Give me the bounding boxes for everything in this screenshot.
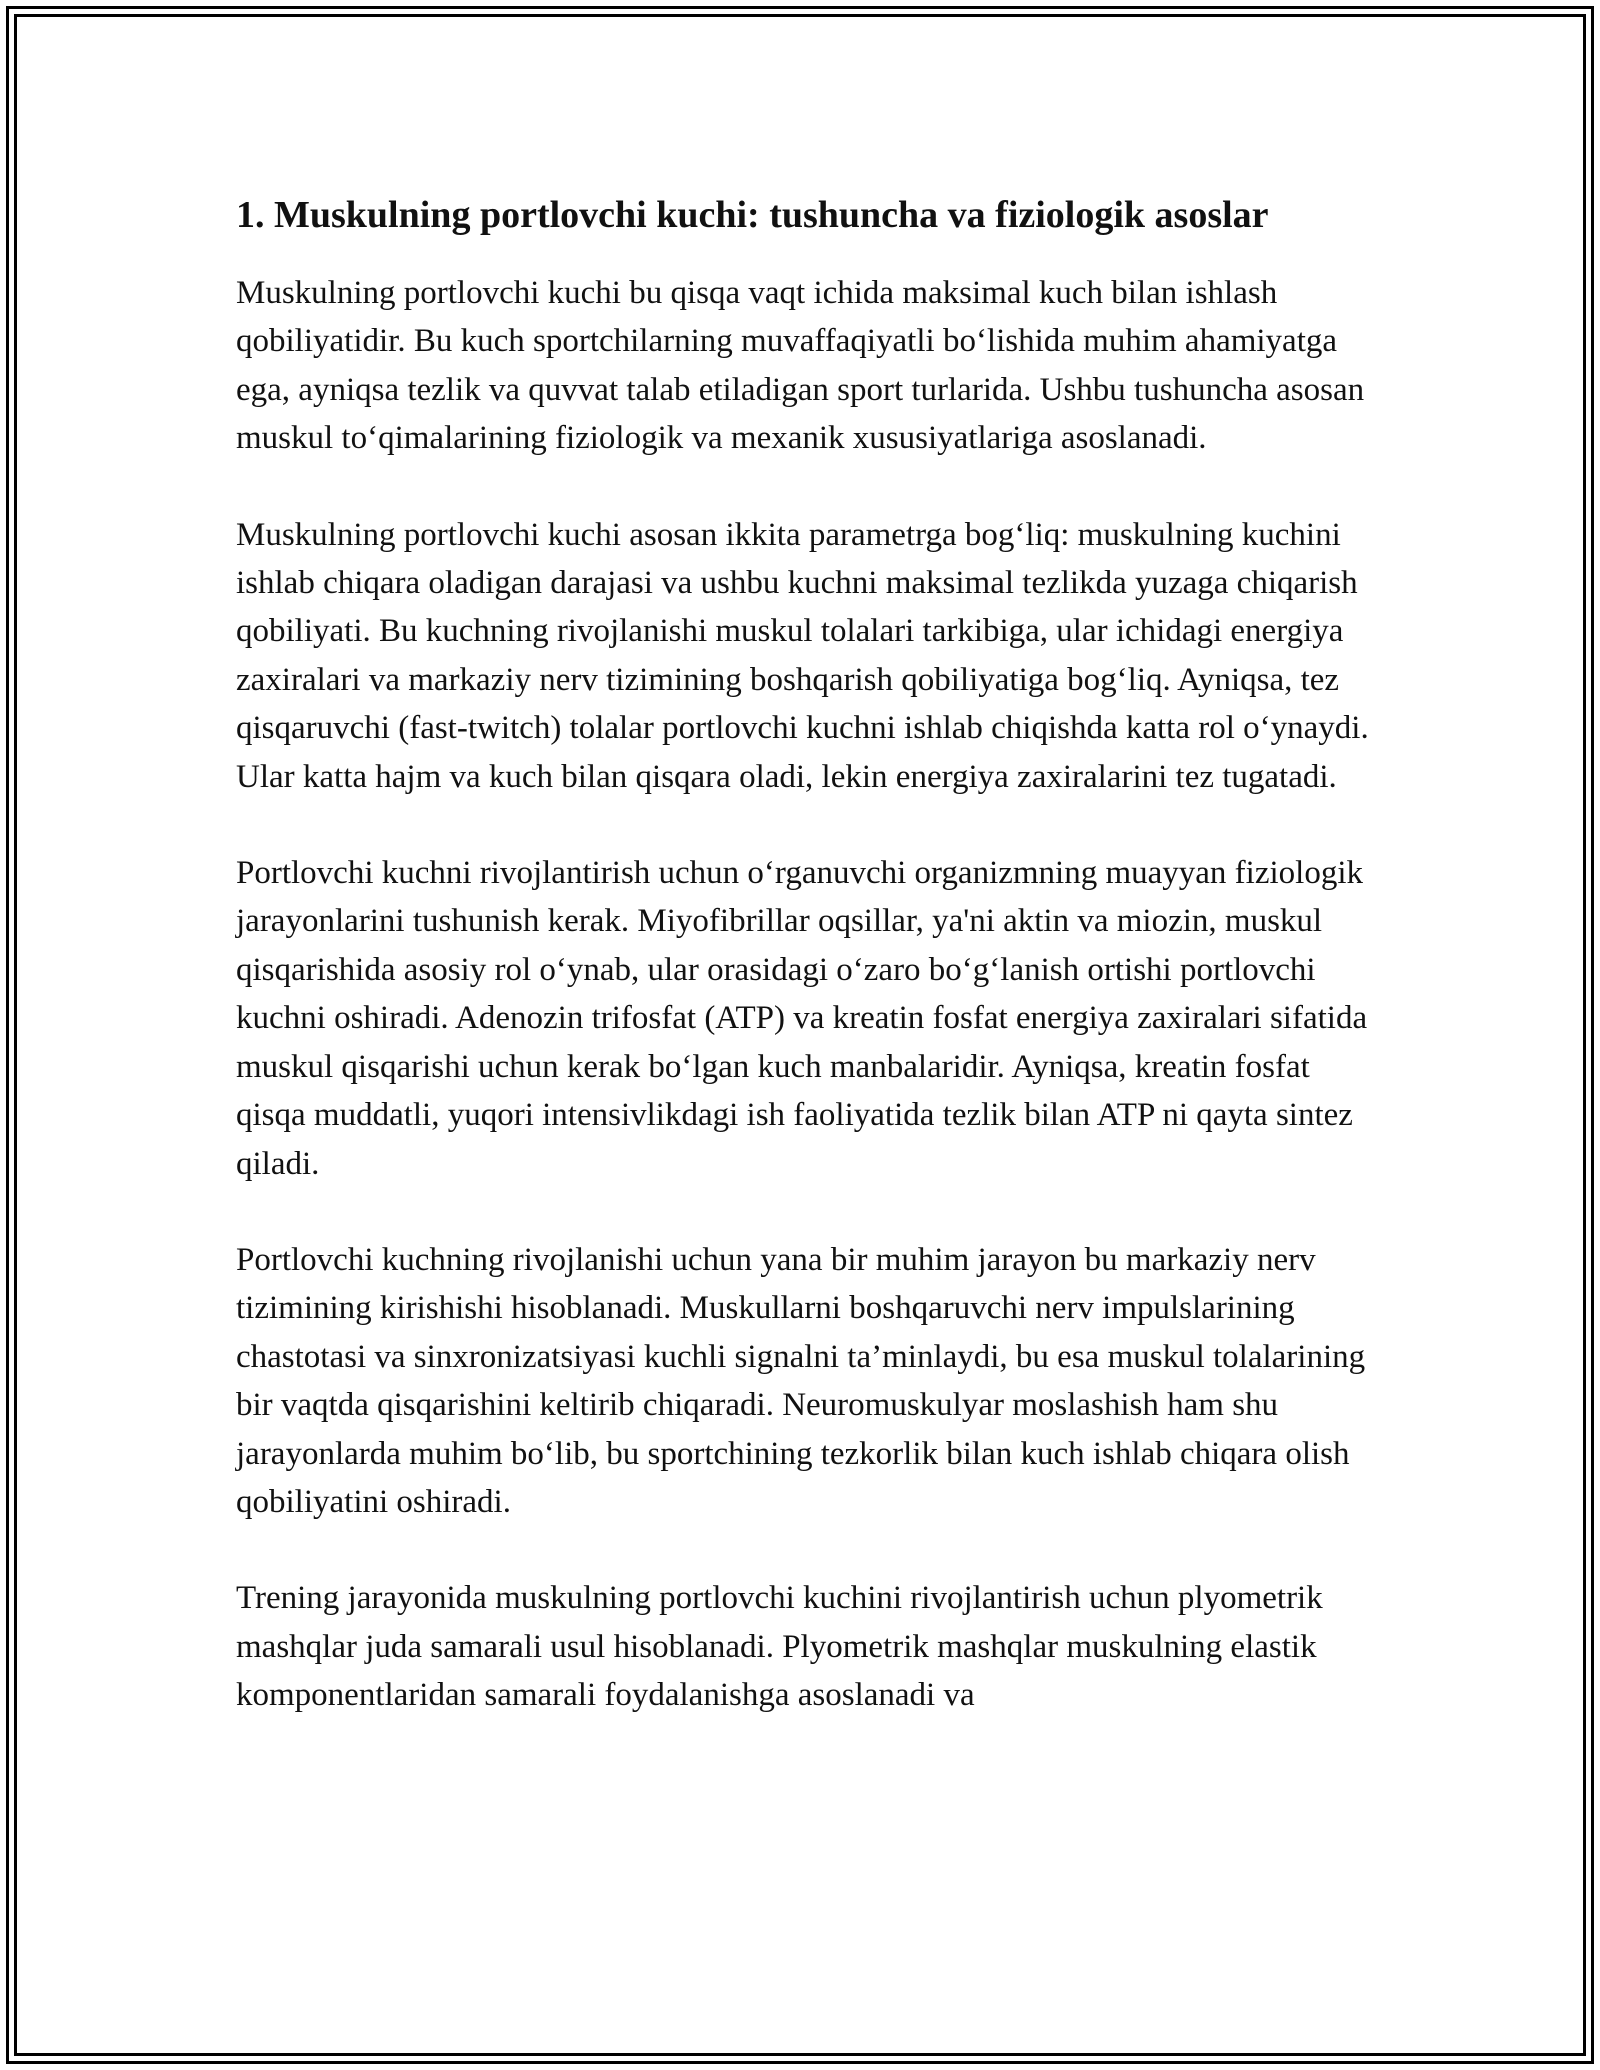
paragraph-5: Trening jarayonida muskulning portlovchi kuchini rivojlantirish uchun plyometrik mashqlar juda samarali usul hisoblanadi. Plyometrik mashqlar muskulning elastik komponentlaridan samarali foydalanishga asoslanadi va [236,1580,1323,1714]
paragraph-2: Muskulning portlovchi kuchi asosan ikkita parametrga bog‘liq: muskulning kuchini ishlab chiqara oladigan darajasi va ushbu kuchni maksimal tezlikda yuzaga chiqarish qobiliyati. Bu kuchning rivojlanishi muskul tolalari tarkibiga, ular ichidagi energiya zaxiralari va markaziy nerv tizimining boshqarish qobiliyatiga bog‘liq. Ayniqsa, tez qisqaruvchi (fast-twitch) tolalar portlovchi kuchni ishlab chiqishda katta rol o‘ynaydi. Ular katta hajm va kuch bilan qisqara oladi, lekin energiya zaxiralarini tez tugatadi. [236,516,1369,795]
section-heading: 1. Muskulning portlovchi kuchi: tushuncha va fiziologik asoslar [236,194,1269,236]
paragraph-1: Muskulning portlovchi kuchi bu qisqa vaqt ichida maksimal kuch bilan ishlash qobiliyatidir. Bu kuch sportchilarning muvaffaqiyatli bo‘lishida muhim ahamiyatga ega, ayniqsa tezlik va quvvat talab etiladigan sport turlarida. Ushbu tushuncha asosan muskul to‘qimalarining fiziologik va mexanik xususiyatlariga asoslanadi. [236,275,1365,457]
paragraph-4: Portlovchi kuchning rivojlanishi uchun yana bir muhim jarayon bu markaziy nerv tizimining kirishishi hisoblanadi. Muskullarni boshqaruvchi nerv impulslarining chastotasi va sinxronizatsiyasi kuchli signalni ta’minlaydi, bu esa muskul tolalarining bir vaqtda qisqarishini keltirib chiqaradi. Neuromuskulyar moslashish ham shu jarayonlarda muhim bo‘lib, bu sportchining tezkorlik bilan kuch ishlab chiqara olish qobiliyatini oshiradi. [236,1241,1366,1520]
document-body [236,188,1376,1768]
paragraph-3: Portlovchi kuchni rivojlantirish uchun o‘rganuvchi organizmning muayyan fiziologik jarayonlarini tushunish kerak. Miyofibrillar oqsillar, ya'ni aktin va miozin, muskul qisqarishida asosiy rol o‘ynab, ular orasidagi o‘zaro bo‘g‘lanish ortishi portlovchi kuchni oshiradi. Adenozin trifosfat (ATP) va kreatin fosfat energiya zaxiralari sifatida muskul qisqarishi uchun kerak bo‘lgan kuch manbalaridir. Ayniqsa, kreatin fosfat qisqa muddatli, yuqori intensivlikdagi ish faoliyatida tezlik bilan ATP ni qayta sintez qiladi. [236,855,1368,1182]
